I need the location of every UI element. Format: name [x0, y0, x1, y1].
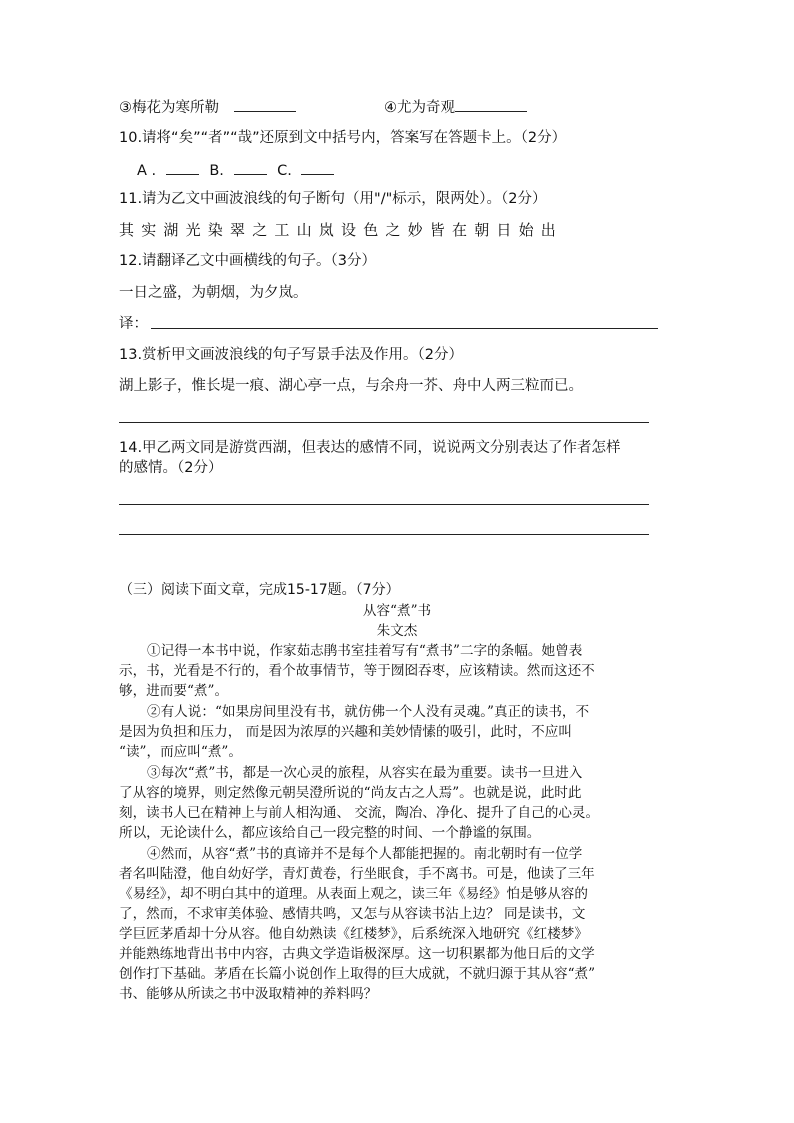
q9-item-3: ③梅花为寒所勒 [119, 96, 296, 118]
q14-answer-line-1[interactable] [119, 504, 649, 505]
article-p4-line-8: 书、能够从所读之书中汲取精神的养料吗？ [119, 986, 378, 1002]
q12-prompt: 12.请翻译乙文中画横线的句子。（3分） [119, 253, 377, 269]
article-p4-line-4: 了，然而，不求审美体验、感情共鸣，又怎与从容读书沾上边？ 同是读书，文 [119, 906, 586, 922]
article-p2-line-3: “读”，而应叫“煮”。 [119, 744, 242, 760]
article-p3-line-1: ③每次“煮”书，都是一次心灵的旅程，从容实在最为重要。读书一旦进入 [147, 765, 583, 781]
article-p4-line-7: 创作打下基础。茅盾在长篇小说创作上取得的巨大成就，不就归源于其从容“煮” [119, 966, 596, 982]
q9-item-4: ④尤为奇观 [384, 96, 527, 118]
q10-options [137, 159, 334, 181]
article-p3-line-2: 了从容的境界，则定然像元朝吴澄所说的“尚友古之人焉”。也就是说，此时此 [119, 785, 582, 801]
article-p4-line-6: 并能熟练地背出书中内容，古典文学造诣极深厚。这一切积累都为他日后的文学 [119, 946, 595, 962]
article-p1-line-1: ①记得一本书中说，作家茹志鹃书室挂着写有“煮书”二字的条幅。她曾表 [147, 643, 583, 659]
q9-item-3-blank[interactable] [234, 96, 296, 112]
article-title: 从容“煮”书 [362, 603, 432, 619]
article-p4-line-5: 学巨匠茅盾却十分从容。他自幼熟读《红楼梦》，后系统深入地研究《红楼梦》 [119, 926, 588, 942]
q10-option-c-label: C. [277, 163, 292, 179]
q10-option-b-blank[interactable] [234, 159, 267, 175]
q10-option-b-label: B. [209, 163, 224, 179]
article-p3-line-3: 刻，读书人已在精神上与前人相沟通、 交流，陶冶、净化、提升了自己的心灵。 [119, 805, 600, 821]
q12-sentence: 一日之盛，为朝烟，为夕岚。 [119, 285, 308, 301]
q12-answer-line[interactable] [151, 328, 658, 329]
q9-item-4-blank[interactable] [455, 96, 527, 112]
q13-answer-line[interactable] [119, 422, 649, 423]
q12-answer-label: 译： [119, 316, 148, 332]
article-p2-line-2: 是因为负担和压力， 而是因为浓厚的兴趣和美妙情愫的吸引，此时，不应叫 [119, 724, 572, 740]
q13-sentence: 湖上影子，惟长堤一痕、湖心亭一点，与余舟一芥、舟中人两三粒而已。 [119, 378, 583, 394]
q10-prompt: 10.请将“矣”“者”“哉”还原到文中括号内，答案写在答题卡上。（2分） [119, 130, 567, 146]
article-p3-line-4: 所以，无论读什么，都应该给自己一段完整的时间、一个静谧的氛围。 [119, 825, 541, 841]
article-p2-line-1: ②有人说：“如果房间里没有书，就仿佛一个人没有灵魂。”真正的读书，不 [147, 704, 590, 720]
q10-option-a-blank[interactable] [166, 159, 199, 175]
article-p4-line-2: 者名叫陆澄，他自幼好学，青灯黄卷，行坐眠食，手不离书。可是，他读了三年 [119, 866, 595, 882]
q10-option-a-label: A . [137, 163, 157, 179]
q11-sentence: 其实湖光染翠之工山岚设色之妙皆在朝日始出 [119, 221, 564, 239]
q10-option-c-blank[interactable] [301, 159, 334, 175]
q14-answer-line-2[interactable] [119, 534, 649, 535]
q13-prompt: 13.赏析甲文画波浪线的句子写景手法及作用。（2分） [119, 347, 464, 363]
article-p4-line-3: 《易经》，却不明白其中的道理。从表面上观之，读三年《易经》怕是够从容的 [119, 886, 588, 902]
article-p1-line-2: 示，书，光看是不行的，看个故事情节，等于囫囵吞枣，应该精读。然而这还不 [119, 663, 595, 679]
q14-prompt-line-2: 的感情。（2分） [119, 460, 223, 476]
section3-heading: （三）阅读下面文章，完成15-17题。（7分） [119, 582, 400, 598]
q11-prompt: 11.请为乙文中画波浪线的句子断句（用"/"标示，限两处）。（2分） [119, 191, 547, 207]
article-p4-line-1: ④然而，从容“煮”书的真谛并不是每个人都能把握的。南北朝时有一位学 [147, 846, 583, 862]
article-author: 朱文杰 [376, 623, 418, 639]
q14-prompt-line-1: 14.甲乙两文同是游赏西湖，但表达的感情不同，说说两文分别表达了作者怎样 [119, 440, 621, 456]
article-p1-line-3: 够，进而要“煮”。 [119, 683, 229, 699]
